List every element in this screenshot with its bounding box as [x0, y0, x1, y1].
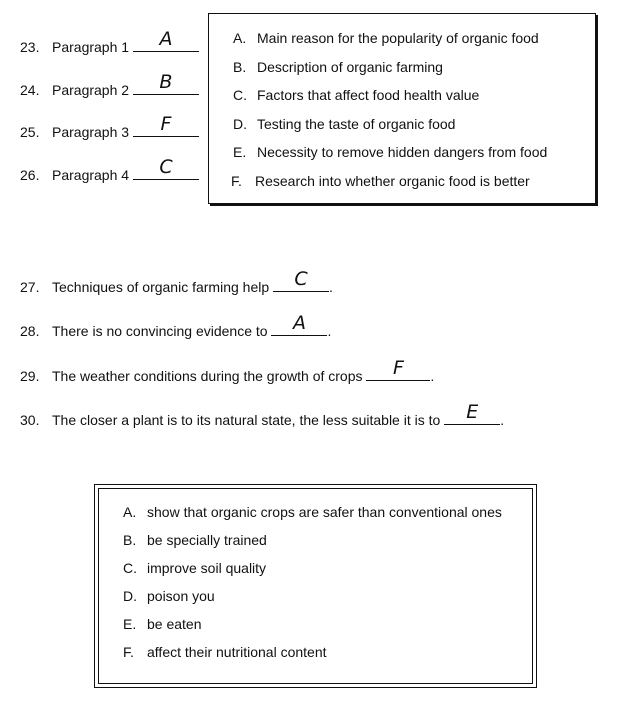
option-text: improve soil quality — [147, 560, 267, 576]
option-text: Testing the taste of organic food — [257, 116, 456, 132]
option-text: Description of organic farming — [257, 59, 443, 75]
option-text: Research into whether organic food is better — [255, 173, 530, 189]
heading-option-e — [233, 144, 547, 160]
heading-option-c — [233, 87, 479, 103]
question-number: 28. — [20, 323, 40, 339]
sentence-end: . — [329, 279, 333, 295]
handwritten-answer: F — [392, 357, 404, 379]
question-number: 23. — [20, 39, 40, 55]
answer-blank[interactable] — [366, 357, 430, 381]
question-24 — [20, 71, 199, 98]
ending-option-a — [123, 504, 502, 520]
answer-blank[interactable] — [273, 268, 329, 292]
option-text: Necessity to remove hidden dangers from food — [257, 144, 548, 160]
option-letter: D. — [123, 588, 137, 604]
question-number: 30. — [20, 412, 40, 428]
option-letter: D. — [233, 116, 247, 132]
option-letter: E. — [123, 616, 137, 632]
option-letter: B. — [123, 532, 137, 548]
option-text: affect their nutritional content — [147, 644, 327, 660]
option-letter: A. — [123, 504, 137, 520]
question-25 — [20, 113, 199, 140]
answer-blank[interactable] — [271, 312, 327, 336]
question-text: The weather conditions during the growth of crops — [52, 368, 363, 384]
handwritten-answer: C — [159, 156, 173, 178]
heading-option-d — [233, 116, 455, 132]
question-text: There is no convincing evidence to — [52, 323, 268, 339]
question-label: Paragraph 3 — [52, 124, 130, 140]
question-number: 29. — [20, 368, 40, 384]
option-text: be eaten — [147, 616, 202, 632]
sentence-end: . — [430, 368, 435, 384]
option-letter: C. — [233, 87, 247, 103]
question-29 — [20, 357, 435, 384]
question-number: 26. — [20, 167, 40, 183]
option-text: show that organic crops are safer than conventional ones — [147, 504, 502, 520]
option-text: Main reason for the popularity of organic food — [257, 30, 539, 46]
question-number: 25. — [20, 124, 40, 140]
question-28 — [20, 312, 332, 339]
handwritten-answer: E — [466, 401, 479, 423]
option-letter: E. — [233, 144, 247, 160]
question-30 — [20, 401, 505, 428]
option-letter: A. — [233, 30, 247, 46]
option-letter: F. — [231, 173, 242, 189]
option-text: Factors that affect food health value — [257, 87, 480, 103]
heading-option-b — [233, 59, 443, 75]
handwritten-answer: B — [159, 71, 173, 93]
heading-option-a — [233, 30, 539, 46]
answer-blank[interactable] — [133, 156, 199, 180]
ending-option-c — [123, 560, 266, 576]
question-26 — [20, 156, 199, 183]
sentence-end: . — [327, 323, 332, 339]
question-label: Paragraph 4 — [52, 167, 130, 183]
handwritten-answer: A — [292, 312, 306, 334]
option-text: be specially trained — [147, 532, 267, 548]
heading-option-f — [231, 173, 530, 189]
ending-options-box — [94, 484, 537, 688]
answer-blank[interactable] — [133, 28, 199, 52]
ending-option-b — [123, 532, 267, 548]
option-text: poison you — [147, 588, 215, 604]
option-letter: C. — [123, 560, 137, 576]
question-text: Techniques of organic farming help — [52, 279, 270, 295]
handwritten-answer: C — [294, 268, 308, 290]
question-label: Paragraph 1 — [52, 39, 130, 55]
ending-option-d — [123, 588, 215, 604]
question-27 — [20, 268, 333, 295]
sentence-end: . — [500, 412, 505, 428]
option-letter: F. — [123, 644, 134, 660]
ending-option-e — [123, 616, 202, 632]
question-number: 27. — [20, 279, 40, 295]
option-letter: B. — [233, 59, 247, 75]
answer-blank[interactable] — [444, 401, 500, 425]
question-text: The closer a plant is to its natural state, the less suitable it is to — [52, 412, 441, 428]
answer-blank[interactable] — [133, 113, 199, 137]
question-23 — [20, 28, 199, 55]
question-number: 24. — [20, 82, 40, 98]
answer-blank[interactable] — [133, 71, 199, 95]
handwritten-answer: F — [160, 113, 172, 135]
handwritten-answer: A — [159, 28, 173, 50]
ending-option-f — [123, 644, 327, 660]
heading-options-box — [208, 13, 596, 204]
question-label: Paragraph 2 — [52, 82, 130, 98]
